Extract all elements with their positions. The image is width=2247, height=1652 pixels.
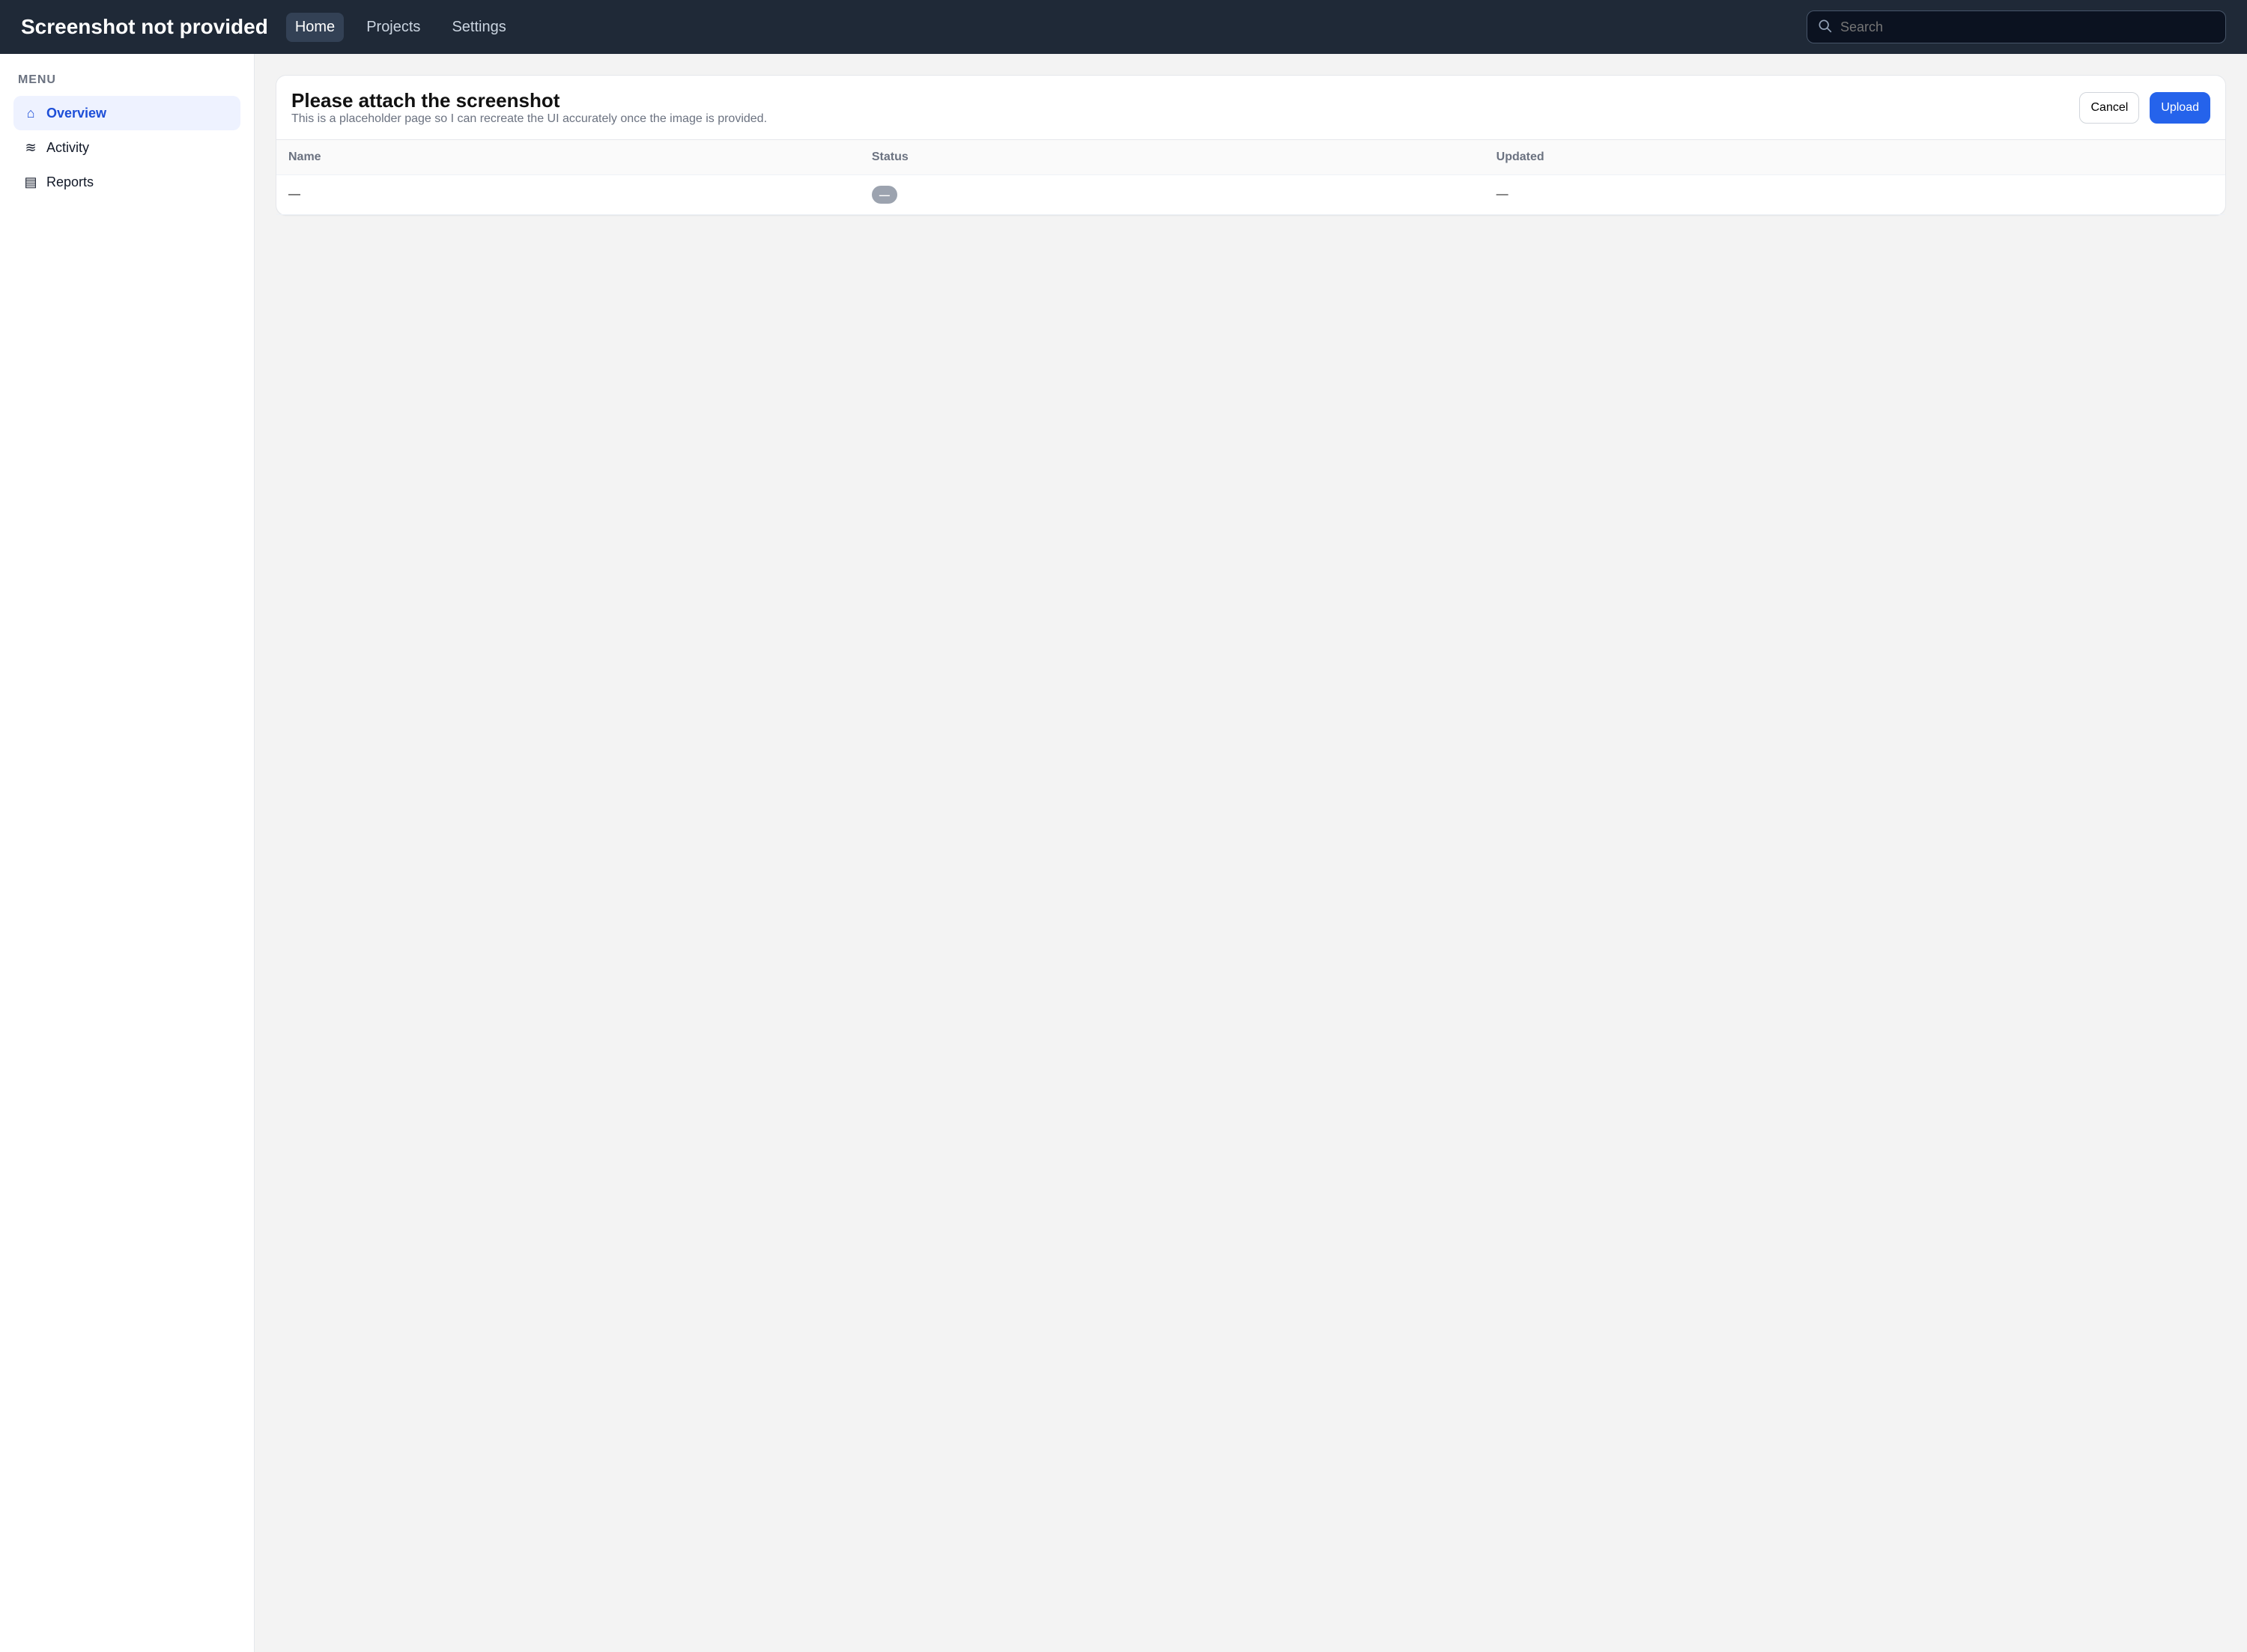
main-area bbox=[0, 54, 2247, 1652]
table-cell-name: — bbox=[276, 175, 860, 215]
search-icon bbox=[1817, 18, 1832, 33]
sidebar-item-label: Activity bbox=[46, 139, 90, 155]
sidebar-section-title: MENU bbox=[18, 73, 56, 86]
sidebar-item-label: Reports bbox=[46, 174, 94, 189]
document-icon: ▤ bbox=[24, 174, 37, 189]
table-wrap bbox=[276, 140, 2225, 215]
sidebar-item-reports[interactable] bbox=[13, 165, 240, 199]
nav-item-projects[interactable]: Projects bbox=[366, 18, 421, 35]
sidebar-item-activity[interactable] bbox=[13, 130, 240, 165]
content bbox=[255, 54, 2247, 1652]
activity-icon: ≋ bbox=[25, 139, 37, 155]
placeholder-card bbox=[276, 75, 2226, 216]
table-col-name: Name bbox=[276, 140, 860, 175]
status-badge: — bbox=[872, 186, 897, 204]
upload-button[interactable]: Upload bbox=[2150, 92, 2210, 124]
table-col-updated: Updated bbox=[1485, 140, 2225, 175]
table-header-row bbox=[276, 140, 2225, 175]
card-subtitle: This is a placeholder page so I can recreate the UI accurately once the image is provided. bbox=[291, 112, 768, 125]
card-title: Please attach the screenshot bbox=[291, 89, 560, 112]
search-input[interactable] bbox=[1807, 10, 2226, 43]
cancel-button[interactable]: Cancel bbox=[2079, 92, 2139, 124]
home-icon: ⌂ bbox=[26, 105, 35, 121]
data-table bbox=[276, 140, 2225, 215]
nav-item-home[interactable]: Home bbox=[286, 13, 344, 42]
app-title: Screenshot not provided bbox=[21, 15, 268, 38]
card-header-text bbox=[291, 89, 2069, 126]
table-head bbox=[276, 140, 2225, 175]
table-col-status: Status bbox=[860, 140, 1485, 175]
sidebar-item-overview[interactable] bbox=[13, 96, 240, 130]
nav-item-settings[interactable]: Settings bbox=[452, 18, 506, 35]
search-wrap bbox=[1807, 10, 2226, 43]
top-nav bbox=[286, 13, 515, 42]
table-body bbox=[276, 175, 2225, 215]
sidebar-item-label: Overview bbox=[46, 105, 107, 121]
top-bar bbox=[0, 0, 2247, 54]
table-row[interactable] bbox=[276, 175, 2225, 215]
table-cell-status bbox=[860, 175, 1485, 215]
table-cell-updated: — bbox=[1485, 175, 2225, 215]
sidebar bbox=[0, 54, 255, 1652]
card-header bbox=[276, 76, 2225, 140]
